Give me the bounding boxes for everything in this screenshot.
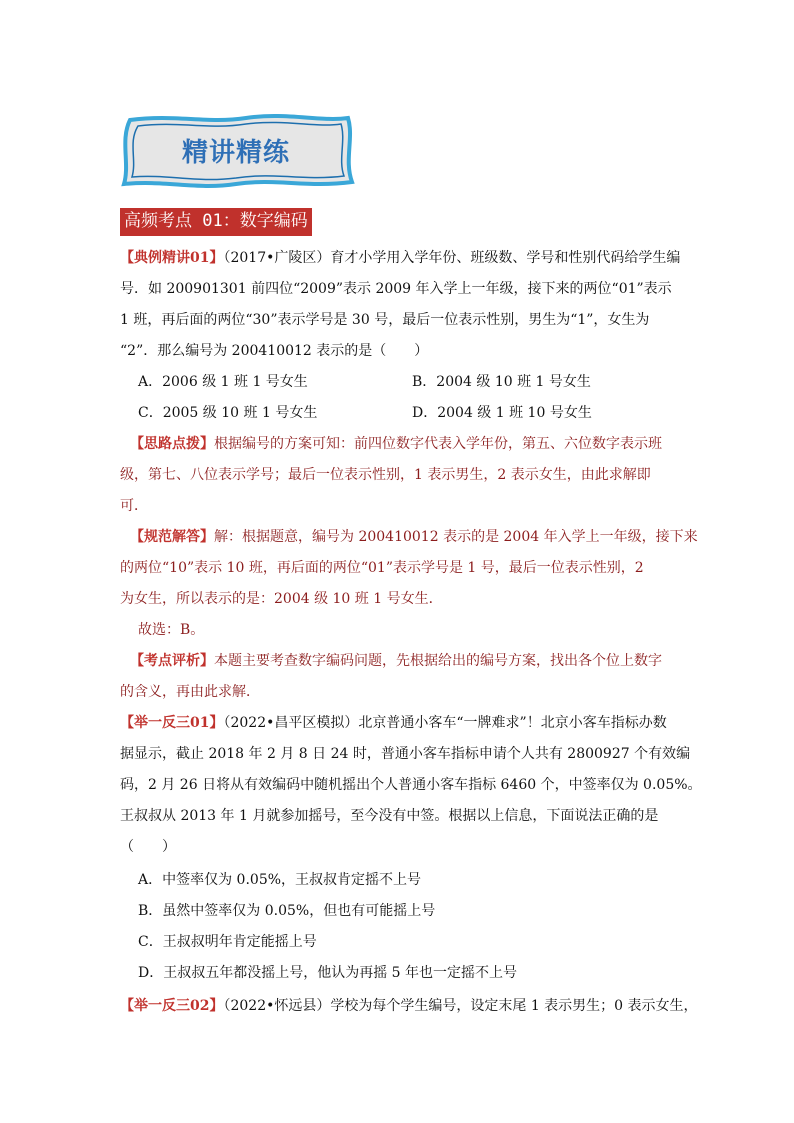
hint-line-2: 级，第七、八位表示学号；最后一位表示性别，1 表示男生，2 表示女生，由此求解即 <box>120 467 651 483</box>
practice1-text-1: 北京普通小客车“一牌难求”！北京小客车指标办数 <box>358 715 667 731</box>
practice1-line-3: 码，2 月 26 日将从有效编码中随机摇出个人普通小客车指标 6460 个，中签率仅为 0.05%。 <box>120 777 702 793</box>
practice1-option-a: A．中签率仅为 0.05%，王叔叔肯定摇不上号 <box>138 872 422 888</box>
example-source: （2017•广陵区） <box>223 250 331 266</box>
practice2-tag: 【举一反三02】 <box>120 998 224 1014</box>
review-line-1 <box>130 651 690 671</box>
hint-tag: 【思路点拨】 <box>130 436 214 452</box>
practice1-line-4: 王叔叔从 2013 年 1 月就参加摇号，至今没有中签。根据以上信息，下面说法正确的是 <box>120 808 659 824</box>
practice1-option-d: D．王叔叔五年都没摇上号，他认为再摇 5 年也一定摇不上号 <box>138 965 518 981</box>
review-tag: 【考点评析】 <box>130 653 214 669</box>
answer-tag: 【规范解答】 <box>130 529 214 545</box>
practice1-line-5: （ ） <box>120 839 176 855</box>
answer-line-3: 为女生，所以表示的是：2004 级 10 班 1 号女生． <box>120 591 443 607</box>
practice1-option-b: B．虽然中签率仅为 0.05%，但也有可能摇上号 <box>138 903 436 919</box>
practice2-line-1 <box>120 996 698 1016</box>
review-line-2: 的含义，再由此求解． <box>120 684 260 700</box>
practice1-line-1 <box>120 713 680 733</box>
example-option-c: C．2005 级 10 班 1 号女生 <box>138 405 318 421</box>
practice2-source: （2022•怀远县） <box>223 998 331 1014</box>
section-heading: 高频考点 01：数字编码 <box>120 208 312 236</box>
answer-choice: 故选：B。 <box>138 622 205 638</box>
answer-line-2: 的两位“10”表示 10 班，再后面的两位“01”表示学号是 1 号，最后一位表示性别，2 <box>120 560 644 576</box>
answer-text-1: 解：根据题意，编号为 200410012 表示的是 2004 年入学上一年级，接下来 <box>214 529 698 545</box>
example-line-3: 1 班，再后面的两位“30”表示学号是 30 号，最后一位表示性别，男生为“1”，女生为 <box>120 312 650 328</box>
hint-text-1: 根据编号的方案可知：前四位数字代表入学年份，第五、六位数字表示班 <box>214 436 662 452</box>
example-text-1: 育才小学用入学年份、班级数、学号和性别代码给学生编 <box>330 250 681 266</box>
example-option-b: B．2004 级 10 班 1 号女生 <box>412 374 591 390</box>
review-text-1: 本题主要考查数字编码问题，先根据给出的编号方案，找出各个位上数字 <box>214 653 662 669</box>
example-option-a: A．2006 级 1 班 1 号女生 <box>138 374 308 390</box>
example-line-1 <box>120 248 680 268</box>
practice1-option-c: C．王叔叔明年肯定能摇上号 <box>138 934 317 950</box>
banner-title: 精讲精练 <box>181 138 290 168</box>
practice2-text-1: 学校为每个学生编号，设定末尾 1 表示男生；0 表示女生， <box>330 998 698 1014</box>
hint-line-1 <box>130 434 690 454</box>
example-line-2: 号．如 200901301 前四位“2009”表示 2009 年入学上一年级，接下来的两位“01”表示 <box>120 281 672 297</box>
example-tag: 【典例精讲01】 <box>120 250 224 266</box>
example-option-d: D．2004 级 1 班 10 号女生 <box>412 405 592 421</box>
practice1-source: （2022•昌平区模拟） <box>223 715 359 731</box>
section-banner <box>116 110 356 190</box>
practice1-tag: 【举一反三01】 <box>120 715 224 731</box>
example-line-4: “2”．那么编号为 200410012 表示的是（ ） <box>120 343 429 359</box>
hint-line-3: 可． <box>120 498 148 514</box>
answer-line-1 <box>130 527 698 547</box>
practice1-line-2: 据显示，截止 2018 年 2 月 8 日 24 时，普通小客车指标申请个人共有 2800927 个有效编 <box>120 746 691 762</box>
